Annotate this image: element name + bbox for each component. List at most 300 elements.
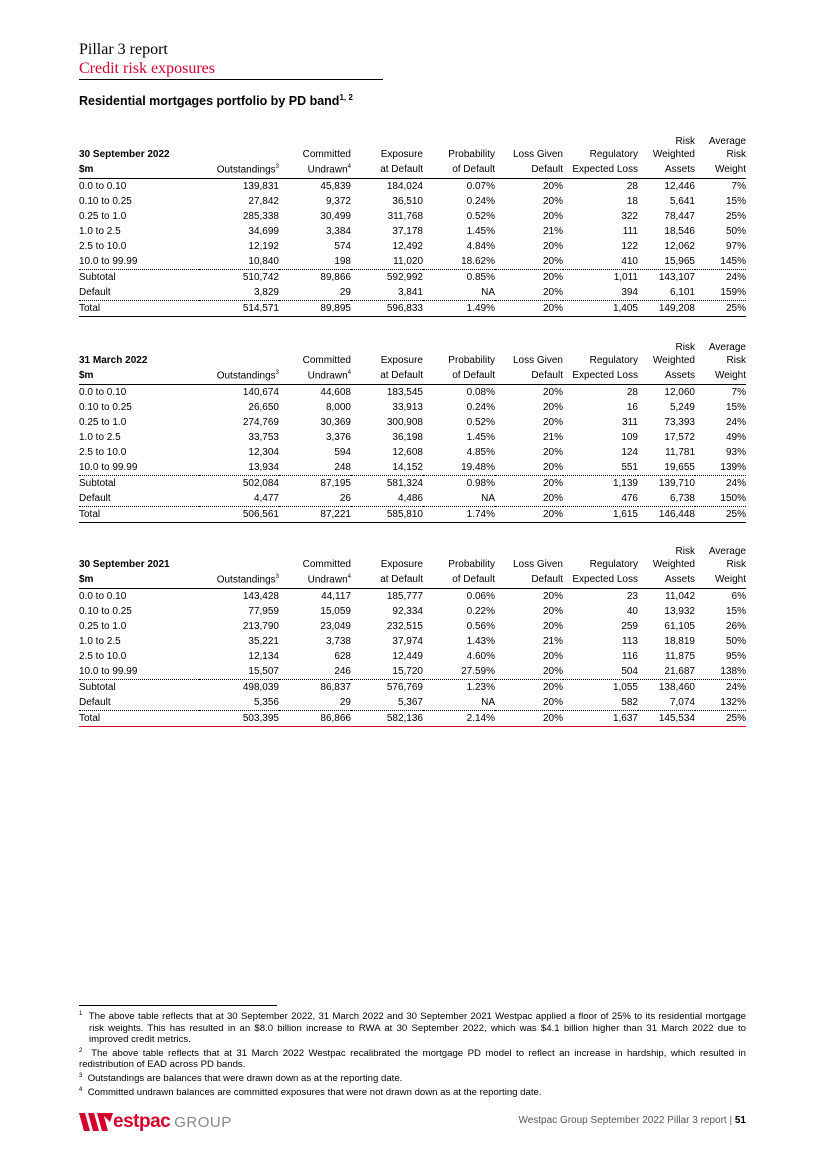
page-header bbox=[79, 40, 383, 80]
table-cell: 12,134 bbox=[248, 651, 279, 663]
table-cell: 1.45% bbox=[466, 432, 495, 444]
table-cell: 40 bbox=[626, 606, 638, 618]
table-cell: 20% bbox=[542, 417, 563, 429]
table-cell: 25% bbox=[725, 211, 746, 223]
table-cell: 232,515 bbox=[386, 621, 423, 633]
table-cell: 1,011 bbox=[613, 272, 638, 284]
table-cell: 394 bbox=[563, 285, 638, 301]
col-committed-line1: Committed bbox=[302, 149, 351, 160]
table-cell: 1.0 to 2.5 bbox=[79, 432, 121, 444]
table-cell: 29 bbox=[279, 695, 351, 711]
table-row bbox=[79, 415, 746, 430]
table-cell: 20% bbox=[542, 196, 563, 208]
table-cell: 12,304 bbox=[248, 447, 279, 459]
table-cell: 2.14% bbox=[423, 711, 495, 727]
col-rel-line1: Regulatory bbox=[589, 355, 638, 366]
table-cell: 1,637 bbox=[563, 711, 638, 727]
table-cell: 1.74% bbox=[423, 507, 495, 523]
table-row bbox=[79, 680, 746, 696]
col-rwa-line1: Risk bbox=[675, 546, 695, 557]
table-cell: 149,208 bbox=[638, 301, 695, 317]
col-rwa-line3: Assets bbox=[638, 161, 695, 179]
table-cell: 8,000 bbox=[325, 402, 351, 414]
table-cell: 6% bbox=[731, 591, 746, 603]
table-cell: 2.5 to 10.0 bbox=[79, 447, 127, 459]
table-cell: 213,790 bbox=[242, 621, 279, 633]
table-cell: 145,534 bbox=[638, 711, 695, 727]
table-row bbox=[79, 301, 746, 317]
col-rwa-line2: Weighted bbox=[652, 149, 695, 160]
col-outstandings: Outstandings$^3$ bbox=[199, 367, 279, 385]
col-committed-line2: Undrawn$^4$ bbox=[279, 367, 351, 385]
table-cell: 274,769 bbox=[242, 417, 279, 429]
table-cell: 20% bbox=[495, 711, 563, 727]
table-cell: 285,338 bbox=[242, 211, 279, 223]
table-cell: 20% bbox=[542, 606, 563, 618]
col-arw-line3: Weight bbox=[695, 161, 746, 179]
table-cell: 15,507 bbox=[199, 664, 279, 680]
table-cell: 146,448 bbox=[638, 507, 695, 523]
table-cell: 20% bbox=[495, 460, 563, 476]
table-cell: 87,221 bbox=[279, 507, 351, 523]
table-cell: 36,198 bbox=[392, 432, 423, 444]
table-cell: 1,405 bbox=[563, 301, 638, 317]
table-cell: 7% bbox=[731, 387, 746, 399]
table-row bbox=[79, 619, 746, 634]
table-cell: 19.48% bbox=[423, 460, 495, 476]
table-cell: 27,842 bbox=[248, 196, 279, 208]
table-cell: 25% bbox=[695, 711, 746, 727]
table-cell: 581,324 bbox=[386, 478, 423, 490]
col-rwa-line3: Assets bbox=[638, 571, 695, 589]
table-cell: 185,777 bbox=[386, 591, 423, 603]
table-cell: 0.98% bbox=[466, 478, 495, 490]
table-cell: 1.45% bbox=[466, 226, 495, 238]
table-cell: 3,738 bbox=[325, 636, 351, 648]
table-cell: 506,561 bbox=[199, 507, 279, 523]
table-cell: 35,221 bbox=[248, 636, 279, 648]
table-cell: 113 bbox=[622, 636, 638, 648]
table-cell: NA bbox=[423, 285, 495, 301]
table-cell: 18,546 bbox=[664, 226, 695, 238]
table-cell: 582 bbox=[563, 695, 638, 711]
table-row bbox=[79, 664, 746, 680]
table-cell: 15,965 bbox=[638, 254, 695, 270]
table-cell: 116 bbox=[622, 651, 638, 663]
col-arw-line1: Average bbox=[708, 342, 746, 353]
table-cell: 44,117 bbox=[321, 591, 351, 603]
table-cell: 4.85% bbox=[466, 447, 495, 459]
table-cell: Default bbox=[79, 695, 199, 711]
table-cell: Total bbox=[79, 711, 199, 727]
table-cell: 30,499 bbox=[320, 211, 351, 223]
table-cell: 20% bbox=[495, 491, 563, 507]
footnote-2: $^2$ The above table reflects that at 31 March 2022 Westpac recalibrated the mortgage PD model to reflect an increase in hardship, which resulted in redistribution of EAD across PD bands. bbox=[79, 1047, 746, 1071]
unit-label: $m bbox=[79, 161, 199, 179]
footnotes bbox=[79, 1009, 746, 1098]
table-cell: 0.08% bbox=[466, 387, 495, 399]
table-cell: Default bbox=[79, 285, 199, 301]
table-cell: 37,974 bbox=[392, 636, 423, 648]
unit-label: $m bbox=[79, 367, 199, 385]
table-cell: 24% bbox=[725, 682, 746, 694]
table-cell: 4,486 bbox=[351, 491, 423, 507]
table-cell: 0.85% bbox=[466, 272, 495, 284]
table-cell: 12,060 bbox=[664, 387, 695, 399]
table-cell: 92,334 bbox=[392, 606, 423, 618]
table-cell: 0.07% bbox=[466, 181, 495, 193]
table-cell: 4,477 bbox=[199, 491, 279, 507]
table-cell: 6,101 bbox=[638, 285, 695, 301]
table-cell: 1,615 bbox=[563, 507, 638, 523]
table-cell: 138,460 bbox=[658, 682, 695, 694]
table-cell: 410 bbox=[563, 254, 638, 270]
table-cell: 20% bbox=[542, 591, 563, 603]
table-cell: 12,608 bbox=[392, 447, 423, 459]
pd-table-mar-2022 bbox=[79, 341, 746, 523]
table-cell: 17,572 bbox=[664, 432, 695, 444]
table-row bbox=[79, 285, 746, 301]
table-cell: 95% bbox=[725, 651, 746, 663]
table-cell: 26% bbox=[725, 621, 746, 633]
table-cell: 3,384 bbox=[325, 226, 351, 238]
col-arw-line3: Weight bbox=[695, 367, 746, 385]
table-cell: 322 bbox=[621, 211, 638, 223]
table-cell: 139,710 bbox=[658, 478, 695, 490]
table-cell: 26,650 bbox=[248, 402, 279, 414]
col-ead-line1: Exposure bbox=[380, 149, 423, 160]
table-cell: 5,356 bbox=[199, 695, 279, 711]
col-rwa-line2: Weighted bbox=[652, 355, 695, 366]
table-cell: 23 bbox=[626, 591, 638, 603]
col-lgd-line1: Loss Given bbox=[512, 149, 563, 160]
table-cell: 576,769 bbox=[386, 682, 423, 694]
table-row bbox=[79, 507, 746, 523]
page-footer bbox=[518, 1115, 746, 1126]
table-cell: 0.52% bbox=[466, 417, 495, 429]
table-cell: 574 bbox=[334, 241, 351, 253]
table-row bbox=[79, 179, 746, 195]
col-committed-line1: Committed bbox=[302, 355, 351, 366]
table-cell: 0.25 to 1.0 bbox=[79, 211, 127, 223]
table-cell: 122 bbox=[621, 241, 638, 253]
table-cell: 21% bbox=[542, 226, 563, 238]
table-cell: 0.25 to 1.0 bbox=[79, 417, 127, 429]
table-cell: 1,055 bbox=[612, 682, 638, 694]
table-cell: 594 bbox=[334, 447, 351, 459]
table-cell: 11,781 bbox=[665, 447, 695, 459]
table-cell: 12,492 bbox=[392, 241, 423, 253]
table-cell: 138% bbox=[695, 664, 746, 680]
table-cell: 20% bbox=[495, 301, 563, 317]
westpac-logo bbox=[79, 1112, 232, 1132]
col-lgd-line1: Loss Given bbox=[512, 559, 563, 570]
table-cell: 0.52% bbox=[466, 211, 495, 223]
col-arw-line1: Average bbox=[708, 136, 746, 147]
table-cell: 15% bbox=[725, 196, 746, 208]
table-cell: 10.0 to 99.99 bbox=[79, 254, 199, 270]
table-cell: 29 bbox=[279, 285, 351, 301]
table-cell: 12,449 bbox=[392, 651, 423, 663]
table-cell: 24% bbox=[725, 417, 746, 429]
table-cell: 582,136 bbox=[351, 711, 423, 727]
table-cell: 0.06% bbox=[466, 591, 495, 603]
table-cell: 15% bbox=[725, 606, 746, 618]
table-cell: 18.62% bbox=[423, 254, 495, 270]
table-cell: 21% bbox=[542, 432, 563, 444]
table-cell: 145% bbox=[695, 254, 746, 270]
table-cell: 502,084 bbox=[242, 478, 279, 490]
table-cell: 5,641 bbox=[669, 196, 695, 208]
table-cell: 20% bbox=[542, 211, 563, 223]
table-cell: 13,934 bbox=[199, 460, 279, 476]
table-cell: 27.59% bbox=[423, 664, 495, 680]
table-row bbox=[79, 254, 746, 270]
col-ead-line1: Exposure bbox=[380, 355, 423, 366]
table-cell: 20% bbox=[542, 447, 563, 459]
table-cell: 15,059 bbox=[320, 606, 351, 618]
table-cell: 11,042 bbox=[665, 591, 695, 603]
period-label: 30 September 2022 bbox=[79, 149, 170, 160]
col-rwa-line1: Risk bbox=[675, 136, 695, 147]
table-cell: 25% bbox=[695, 507, 746, 523]
table-cell: 87,195 bbox=[320, 478, 351, 490]
col-committed-line1: Committed bbox=[302, 559, 351, 570]
table-cell: 73,393 bbox=[664, 417, 695, 429]
table-cell: 7,074 bbox=[638, 695, 695, 711]
report-title: Pillar 3 report bbox=[79, 41, 168, 58]
table-cell: 7% bbox=[731, 181, 746, 193]
col-lgd-line2: Default bbox=[495, 161, 563, 179]
table-cell: 596,833 bbox=[351, 301, 423, 317]
table-cell: 139,831 bbox=[242, 181, 279, 193]
table-row bbox=[79, 270, 746, 286]
table-cell: 26 bbox=[279, 491, 351, 507]
table-row bbox=[79, 649, 746, 664]
table-cell: 1.43% bbox=[466, 636, 495, 648]
table-row bbox=[79, 445, 746, 460]
table-row bbox=[79, 194, 746, 209]
table-row bbox=[79, 239, 746, 254]
table-cell: 20% bbox=[542, 621, 563, 633]
table-row bbox=[79, 460, 746, 476]
table-row bbox=[79, 604, 746, 619]
table-cell: 183,545 bbox=[386, 387, 423, 399]
col-rel-line2: Expected Loss bbox=[563, 367, 638, 385]
col-ead-line2: at Default bbox=[351, 571, 423, 589]
table-cell: 143,428 bbox=[242, 591, 279, 603]
table-cell: Total bbox=[79, 507, 199, 523]
table-row bbox=[79, 589, 746, 605]
col-arw-line2: Risk bbox=[726, 559, 746, 570]
col-rel-line2: Expected Loss bbox=[563, 161, 638, 179]
col-ead-line2: at Default bbox=[351, 367, 423, 385]
table-cell: 50% bbox=[725, 226, 746, 238]
table-cell: 10,840 bbox=[199, 254, 279, 270]
table-row bbox=[79, 695, 746, 711]
col-arw-line1: Average bbox=[708, 546, 746, 557]
table-cell: 20% bbox=[542, 181, 563, 193]
table-cell: 10.0 to 99.99 bbox=[79, 664, 199, 680]
table-cell: 0.10 to 0.25 bbox=[79, 402, 132, 414]
col-arw-line3: Weight bbox=[695, 571, 746, 589]
table-cell: Subtotal bbox=[79, 478, 116, 490]
table-cell: 3,376 bbox=[325, 432, 351, 444]
table-cell: 198 bbox=[279, 254, 351, 270]
col-lgd-line2: Default bbox=[495, 571, 563, 589]
table-cell: 139% bbox=[695, 460, 746, 476]
page-number: 51 bbox=[734, 1115, 746, 1126]
table-cell: 0.0 to 0.10 bbox=[79, 387, 127, 399]
table-cell: 33,753 bbox=[248, 432, 279, 444]
table-row bbox=[79, 224, 746, 239]
table-cell: 50% bbox=[725, 636, 746, 648]
table-cell: 124 bbox=[621, 447, 638, 459]
section-title: Residential mortgages portfolio by PD band$^{1, 2}$ bbox=[79, 93, 353, 109]
col-rwa-line3: Assets bbox=[638, 367, 695, 385]
table-cell: 97% bbox=[725, 241, 746, 253]
table-cell: 37,178 bbox=[392, 226, 423, 238]
table-cell: 20% bbox=[542, 387, 563, 399]
footnote-4: $^4$ Committed undrawn balances are committed exposures that were not drawn down as at the reporting date. bbox=[79, 1086, 542, 1098]
footnote-3: $^3$ Outstandings are balances that were drawn down as at the reporting date. bbox=[79, 1072, 403, 1085]
col-rwa-line2: Weighted bbox=[652, 559, 695, 570]
table-row bbox=[79, 476, 746, 492]
table-cell: 311 bbox=[622, 417, 638, 429]
table-cell: Total bbox=[79, 301, 199, 317]
table-cell: 20% bbox=[495, 254, 563, 270]
table-cell: 476 bbox=[563, 491, 638, 507]
table-cell: 34,699 bbox=[248, 226, 279, 238]
col-outstandings: Outstandings$^3$ bbox=[199, 571, 279, 589]
table-row bbox=[79, 634, 746, 649]
table-cell: 0.10 to 0.25 bbox=[79, 196, 132, 208]
table-cell: 44,608 bbox=[320, 387, 351, 399]
table-cell: 28 bbox=[626, 387, 638, 399]
pd-table-sep-2021 bbox=[79, 545, 746, 727]
col-rel-line2: Expected Loss bbox=[563, 571, 638, 589]
period-label: 30 September 2021 bbox=[79, 559, 170, 570]
col-committed-line2: Undrawn$^4$ bbox=[279, 161, 351, 179]
table-cell: 49% bbox=[725, 432, 746, 444]
table-cell: 30,369 bbox=[320, 417, 351, 429]
table-cell: 61,105 bbox=[664, 621, 695, 633]
table-cell: 143,107 bbox=[658, 272, 695, 284]
table-cell: 0.25 to 1.0 bbox=[79, 621, 127, 633]
table-cell: 13,932 bbox=[664, 606, 695, 618]
col-pd-line2: of Default bbox=[423, 161, 495, 179]
table-cell: 510,742 bbox=[242, 272, 279, 284]
table-cell: 2.5 to 10.0 bbox=[79, 241, 127, 253]
table-cell: 15,720 bbox=[351, 664, 423, 680]
table-cell: 300,908 bbox=[386, 417, 423, 429]
table-cell: 0.24% bbox=[466, 402, 495, 414]
table-cell: Subtotal bbox=[79, 272, 116, 284]
pd-table-sep-2022 bbox=[79, 135, 746, 317]
table-cell: 19,655 bbox=[638, 460, 695, 476]
table-cell: 109 bbox=[621, 432, 638, 444]
table-row bbox=[79, 430, 746, 445]
table-cell: 14,152 bbox=[351, 460, 423, 476]
table-cell: 0.0 to 0.10 bbox=[79, 181, 127, 193]
table-cell: 23,049 bbox=[320, 621, 351, 633]
table-cell: 0.22% bbox=[466, 606, 495, 618]
col-pd-line1: Probability bbox=[448, 559, 495, 570]
table-cell: NA bbox=[423, 695, 495, 711]
col-rel-line1: Regulatory bbox=[589, 149, 638, 160]
footer-text: Westpac Group September 2022 Pillar 3 report | bbox=[518, 1115, 733, 1126]
table-cell: 1.0 to 2.5 bbox=[79, 636, 121, 648]
table-cell: 132% bbox=[695, 695, 746, 711]
table-cell: 45,839 bbox=[320, 181, 351, 193]
table-cell: 0.56% bbox=[466, 621, 495, 633]
table-cell: 503,395 bbox=[199, 711, 279, 727]
table-cell: 20% bbox=[542, 402, 563, 414]
table-cell: 12,192 bbox=[248, 241, 279, 253]
table-cell: 12,446 bbox=[664, 181, 695, 193]
table-cell: 20% bbox=[495, 664, 563, 680]
table-cell: 628 bbox=[334, 651, 351, 663]
table-cell: 111 bbox=[622, 226, 638, 238]
table-cell: 246 bbox=[279, 664, 351, 680]
table-cell: 0.10 to 0.25 bbox=[79, 606, 132, 618]
table-cell: 28 bbox=[626, 181, 638, 193]
table-row bbox=[79, 385, 746, 401]
col-committed-line2: Undrawn$^4$ bbox=[279, 571, 351, 589]
table-cell: 2.5 to 10.0 bbox=[79, 651, 127, 663]
table-cell: 5,249 bbox=[669, 402, 695, 414]
table-row bbox=[79, 400, 746, 415]
table-cell: 18 bbox=[626, 196, 638, 208]
table-cell: 25% bbox=[695, 301, 746, 317]
table-cell: 93% bbox=[725, 447, 746, 459]
col-arw-line2: Risk bbox=[726, 355, 746, 366]
table-cell: 150% bbox=[695, 491, 746, 507]
table-cell: 36,510 bbox=[392, 196, 423, 208]
westpac-w-icon bbox=[79, 1112, 113, 1132]
table-cell: 20% bbox=[542, 682, 563, 694]
table-cell: 9,372 bbox=[325, 196, 351, 208]
table-cell: 21,687 bbox=[638, 664, 695, 680]
table-row bbox=[79, 491, 746, 507]
col-rel-line1: Regulatory bbox=[589, 559, 638, 570]
table-cell: 0.24% bbox=[466, 196, 495, 208]
table-cell: 0.0 to 0.10 bbox=[79, 591, 127, 603]
col-pd-line1: Probability bbox=[448, 149, 495, 160]
table-cell: 1.23% bbox=[466, 682, 495, 694]
table-cell: 86,837 bbox=[320, 682, 351, 694]
col-lgd-line1: Loss Given bbox=[512, 355, 563, 366]
table-cell: 77,959 bbox=[248, 606, 279, 618]
table-cell: 20% bbox=[495, 285, 563, 301]
col-ead-line1: Exposure bbox=[380, 559, 423, 570]
col-pd-line1: Probability bbox=[448, 355, 495, 366]
table-cell: 498,039 bbox=[242, 682, 279, 694]
col-pd-line2: of Default bbox=[423, 571, 495, 589]
footnote-1: $^1$ The above table reflects that at 30 September 2022, 31 March 2022 and 30 September 2021 Westpac applied a floor of 25% to its residential mortgage risk weights. This has resulted in an $8.0 billion increase to RWA at 30 September 2022, which was $4.1 billion higher than 31 March 2022 due to improved credit metrics. bbox=[79, 1011, 746, 1046]
table-cell: 20% bbox=[542, 272, 563, 284]
logo-group-text: GROUP bbox=[174, 1114, 232, 1131]
table-cell: 311,768 bbox=[387, 211, 423, 223]
table-cell: Default bbox=[79, 491, 199, 507]
table-cell: 10.0 to 99.99 bbox=[79, 460, 199, 476]
table-cell: 78,447 bbox=[664, 211, 695, 223]
table-cell: 3,841 bbox=[351, 285, 423, 301]
logo-wordmark: estpac bbox=[113, 1111, 171, 1132]
table-row bbox=[79, 711, 746, 727]
period-label: 31 March 2022 bbox=[79, 355, 148, 366]
table-cell: 592,992 bbox=[386, 272, 423, 284]
